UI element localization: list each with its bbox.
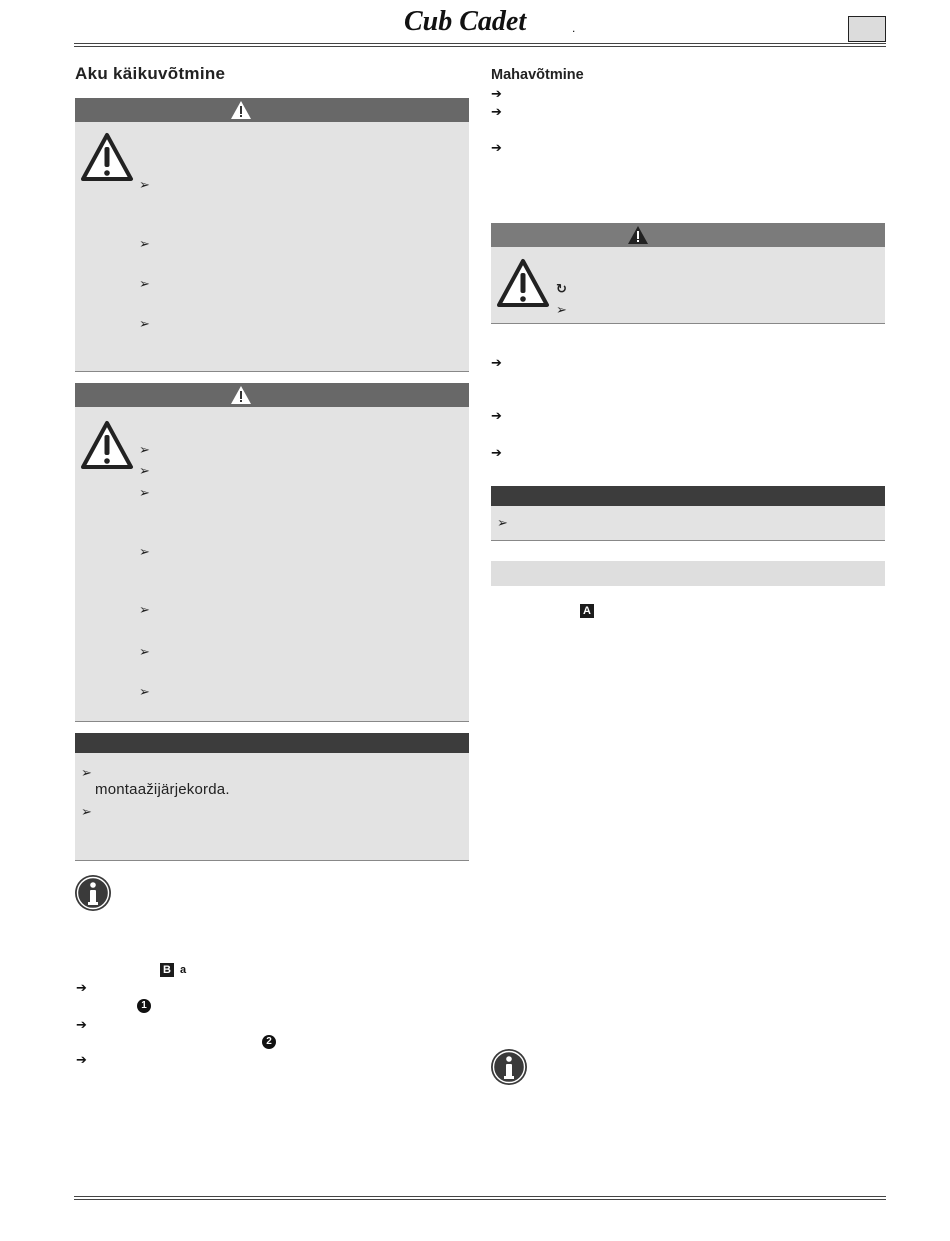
bullet-arrowhead-icon: ➢ [139, 316, 150, 331]
bullet-arrowhead-icon: ➢ [139, 442, 150, 457]
section-title-battery: Aku käikuvõtmine [75, 64, 226, 83]
warning-panel-2 [75, 383, 469, 722]
bullet-arrowhead-icon: ➢ [81, 804, 92, 819]
warning-triangle-icon [230, 100, 252, 120]
warning-triangle-icon [80, 132, 134, 182]
bullet-arrowhead-icon: ➢ [139, 276, 150, 291]
step-number-1: 1 [137, 999, 151, 1013]
notice-text: montaažijärjekorda. [95, 781, 230, 798]
warning-triangle-icon [80, 420, 134, 470]
bullet-arrowhead-icon: ➢ [497, 515, 508, 530]
step-arrow-icon: ➔ [491, 445, 502, 460]
bullet-arrowhead-icon: ➢ [139, 236, 150, 251]
bullet-arrowhead-icon: ➢ [139, 463, 150, 478]
brand-logo [404, 4, 584, 38]
brand-logo-text: Cub Cadet [404, 6, 527, 37]
rotate-icon: ↻ [556, 281, 567, 296]
step-arrow-icon: ➔ [491, 104, 502, 119]
subsection-bar [491, 561, 885, 586]
footer-rule-bottom [74, 1199, 886, 1200]
notice-panel-right [491, 486, 885, 541]
header-rule-top [74, 43, 886, 44]
bullet-arrowhead-icon: ➢ [139, 485, 150, 500]
notice-panel-right-header [491, 486, 885, 506]
warning-triangle-icon [627, 225, 649, 245]
bullet-arrowhead-icon: ➢ [139, 644, 150, 659]
bullet-arrowhead-icon: ➢ [139, 177, 150, 192]
step-arrow-icon: ➔ [491, 408, 502, 423]
warning-panel-3 [491, 223, 885, 324]
warning-panel-3-header [491, 223, 885, 247]
bullet-arrowhead-icon: ➢ [81, 765, 92, 780]
brand-logo-dot: . [572, 21, 576, 35]
step-number-2: 2 [262, 1035, 276, 1049]
warning-triangle-icon [496, 258, 550, 308]
warning-triangle-icon [230, 385, 252, 405]
bullet-arrowhead-icon: ➢ [139, 602, 150, 617]
step-arrow-icon: ➔ [76, 1017, 87, 1032]
section-title-removal: Mahavõtmine [491, 67, 584, 83]
step-arrow-icon: ➔ [491, 140, 502, 155]
warning-panel-2-header [75, 383, 469, 407]
notice-panel-header [75, 733, 469, 753]
step-arrow-icon: ➔ [76, 980, 87, 995]
header-rule-bottom [74, 46, 886, 47]
info-icon [490, 1048, 528, 1086]
step-arrow-icon: ➔ [491, 86, 502, 101]
warning-panel-1 [75, 98, 469, 372]
footer-rule-top [74, 1196, 886, 1197]
page-number-box [848, 16, 886, 42]
info-icon [74, 874, 112, 912]
bullet-arrowhead-icon: ➢ [139, 684, 150, 699]
figure-suffix: a [180, 964, 187, 976]
figure-label-a: A [580, 604, 594, 618]
warning-panel-1-header [75, 98, 469, 122]
notice-panel [75, 733, 469, 861]
step-arrow-icon: ➔ [76, 1052, 87, 1067]
bullet-arrowhead-icon: ➢ [556, 302, 567, 317]
bullet-arrowhead-icon: ➢ [139, 544, 150, 559]
step-arrow-icon: ➔ [491, 355, 502, 370]
figure-label-b: B [160, 963, 174, 977]
